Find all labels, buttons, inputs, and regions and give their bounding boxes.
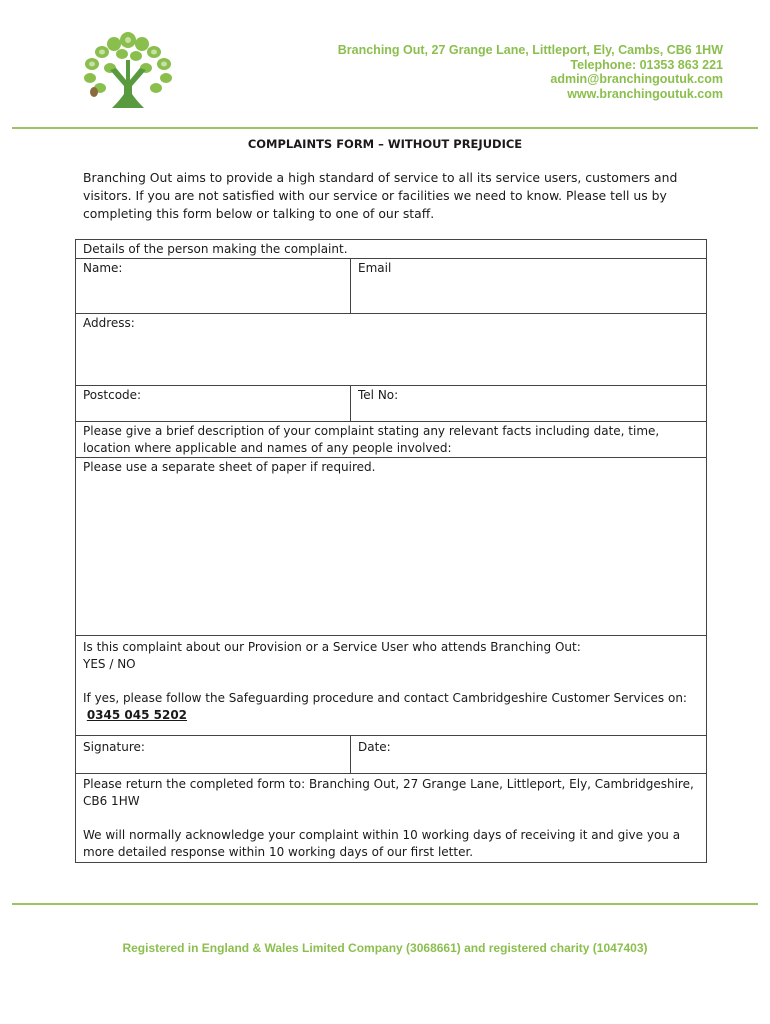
email-field[interactable] xyxy=(351,259,707,314)
provision-section xyxy=(76,636,707,736)
address-line: Branching Out, 27 Grange Lane, Littleport, Ely, Cambs, CB6 1HW xyxy=(337,43,723,57)
email-link[interactable]: admin@branchingoutuk.com xyxy=(550,72,723,86)
registration-footer: Registered in England & Wales Limited Company (3068661) and registered charity (1047403) xyxy=(122,941,648,955)
signature-label: Signature: xyxy=(83,740,145,754)
safeguarding-text: If yes, please follow the Safeguarding procedure and contact Cambridgeshire Customer Services on: 0345 045 5202 xyxy=(83,691,687,722)
postcode-label: Postcode: xyxy=(83,388,142,402)
safeguarding-phone: 0345 045 5202 xyxy=(86,708,188,722)
return-section xyxy=(76,774,707,863)
postcode-field[interactable] xyxy=(76,386,351,422)
form-title: COMPLAINTS FORM – WITHOUT PREJUDICE xyxy=(247,137,523,151)
telephone-line: Telephone: 01353 863 221 xyxy=(570,57,723,72)
address-label: Address: xyxy=(83,316,135,330)
return-text: Please return the completed form to: Branching Out, 27 Grange Lane, Littleport, Ely, Cambridgeshire, CB6 1HW xyxy=(83,777,694,808)
date-field[interactable] xyxy=(351,736,707,774)
email-label: Email xyxy=(358,261,392,275)
name-label: Name: xyxy=(83,261,123,275)
address-field[interactable] xyxy=(76,314,707,386)
contact-block xyxy=(338,43,723,101)
complaints-form-table xyxy=(75,239,707,863)
acknowledge-text: We will normally acknowledge your complaint within 10 working days of receiving it and give you a more detailed response within 10 working days of our first letter. xyxy=(83,828,681,859)
provision-question: Is this complaint about our Provision or a Service User who attends Branching Out: xyxy=(83,640,581,654)
separate-sheet-note: Please use a separate sheet of paper if required. xyxy=(83,460,376,474)
tel-label: Tel No: xyxy=(358,388,399,402)
name-field[interactable] xyxy=(76,259,351,314)
signature-field[interactable] xyxy=(76,736,351,774)
description-prompt: Please give a brief description of your complaint stating any relevant facts including date, time, location where applicable and names of any people involved: xyxy=(76,422,707,458)
description-field[interactable] xyxy=(76,458,707,636)
website-link[interactable]: www.branchingoutuk.com xyxy=(567,86,723,101)
header-divider xyxy=(12,127,758,129)
details-header: Details of the person making the complaint. xyxy=(76,240,707,259)
date-label: Date: xyxy=(358,740,391,754)
intro-paragraph: Branching Out aims to provide a high standard of service to all its service users, customers and visitors. If you are not satisfied with our service or facilities we need to know. Please tell us by completing this form below or talking to one of our staff. xyxy=(83,170,678,221)
footer-divider xyxy=(12,903,758,905)
yes-no-choice[interactable]: YES / NO xyxy=(83,657,136,671)
oak-tree-logo-icon xyxy=(80,30,176,108)
tel-field[interactable] xyxy=(351,386,707,422)
